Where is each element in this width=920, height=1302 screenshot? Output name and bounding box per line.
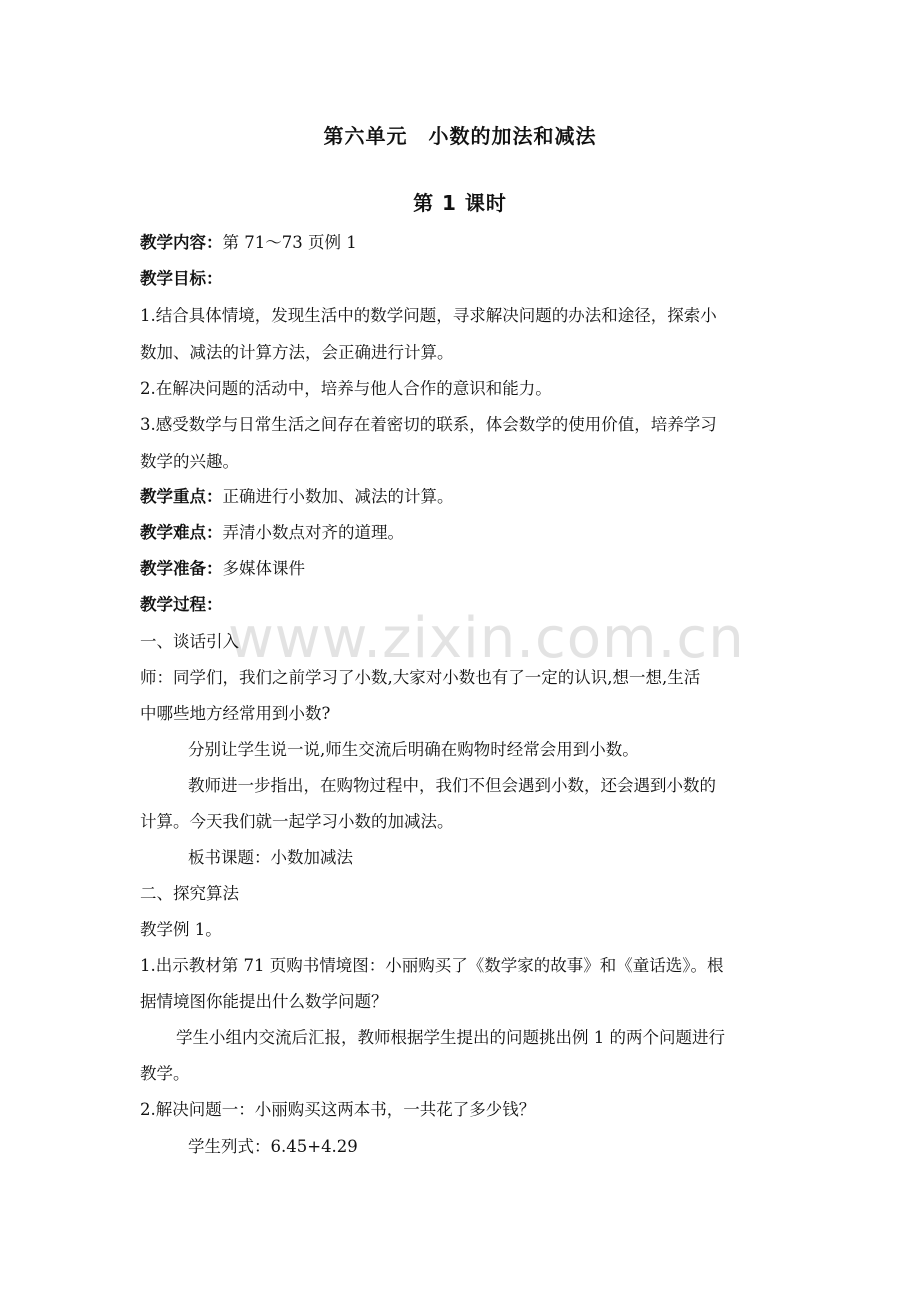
process-line: 学生列式：6.45+4.29	[188, 1137, 358, 1156]
goal-line: 数学的兴趣。	[140, 452, 239, 471]
process-line: 1.出示教材第 71 页购书情境图：小丽购买了《数学家的故事》和《童话选》。根	[140, 956, 724, 975]
key-point-text: 正确进行小数加、减法的计算。	[222, 487, 454, 506]
section-heading: 一、谈话引入	[140, 632, 239, 651]
difficulty-row	[140, 522, 790, 544]
unit-title: 第六单元 小数的加法和减法	[323, 124, 597, 148]
process-line: 学生小组内交流后汇报，教师根据学生提出的问题挑出例 1 的两个问题进行	[176, 1028, 725, 1047]
process-line: 教学。	[140, 1064, 190, 1083]
section-heading: 二、探究算法	[140, 884, 239, 903]
goal-line: 数加、减法的计算方法，会正确进行计算。	[140, 343, 454, 362]
key-point-label: 教学重点：	[140, 487, 223, 506]
process-line: 教师进一步指出，在购物过程中，我们不但会遇到小数，还会遇到小数的	[188, 776, 716, 795]
content-label: 教学内容：	[140, 233, 223, 252]
process-line: 2.解决问题一：小丽购买这两本书，一共花了多少钱？	[140, 1100, 536, 1119]
goal-line: 1.结合具体情境，发现生活中的数学问题，寻求解决问题的办法和途径，探索小	[140, 306, 717, 325]
difficulty-label: 教学难点：	[140, 523, 223, 542]
process-line: 计算。今天我们就一起学习小数的加减法。	[140, 812, 454, 831]
goals-label: 教学目标：	[140, 269, 223, 288]
lesson-title: 第 1 课时	[413, 191, 507, 215]
goal-line: 2.在解决问题的活动中，培养与他人合作的意识和能力。	[140, 379, 552, 398]
watermark: www.zixin.com.cn	[228, 606, 745, 671]
process-line: 教学例 1。	[140, 920, 222, 939]
preparation-label: 教学准备：	[140, 559, 223, 578]
key-point-row	[140, 486, 790, 508]
preparation-row	[140, 558, 790, 580]
process-label: 教学过程：	[140, 595, 223, 614]
process-line: 分别让学生说一说,师生交流后明确在购物时经常会用到小数。	[188, 740, 639, 759]
goal-line: 3.感受数学与日常生活之间存在着密切的联系，体会数学的使用价值，培养学习	[140, 415, 717, 434]
process-line: 据情境图你能提出什么数学问题？	[140, 992, 388, 1011]
process-line: 师：同学们，我们之前学习了小数,大家对小数也有了一定的认识,想一想,生活	[140, 668, 701, 687]
process-line: 中哪些地方经常用到小数?	[140, 704, 331, 723]
content-text: 第 71～73 页例 1	[222, 233, 357, 252]
difficulty-text: 弄清小数点对齐的道理。	[222, 523, 404, 542]
content-row	[140, 232, 790, 254]
process-line: 板书课题：小数加减法	[188, 848, 353, 867]
preparation-text: 多媒体课件	[222, 559, 305, 578]
